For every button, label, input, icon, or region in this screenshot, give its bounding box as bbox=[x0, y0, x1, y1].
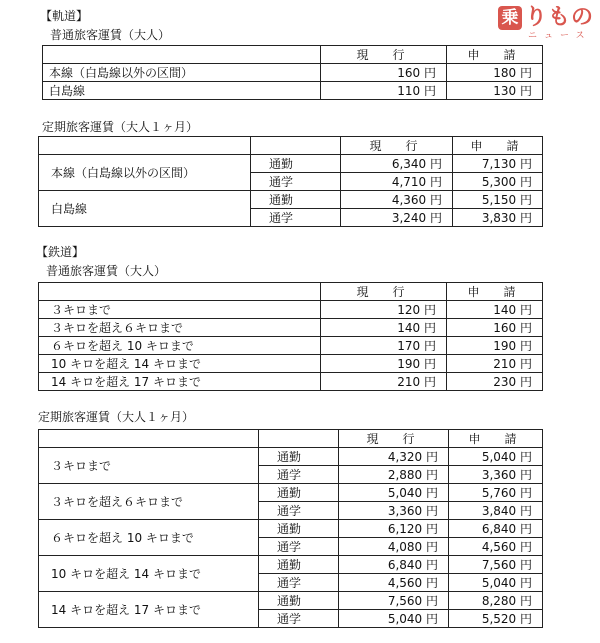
current-fare: 6,340 円 bbox=[341, 155, 453, 173]
table-row bbox=[39, 319, 543, 337]
table-row bbox=[39, 191, 543, 209]
table-header-row bbox=[39, 430, 543, 448]
applied-fare: 5,760 円 bbox=[449, 484, 543, 502]
current-fare: 190 円 bbox=[321, 355, 447, 373]
tram-commuter-table bbox=[38, 136, 543, 227]
current-fare: 7,560 円 bbox=[339, 592, 449, 610]
route-cell: ３キロを超え６キロまで bbox=[39, 484, 259, 520]
applied-fare: 3,830 円 bbox=[453, 209, 543, 227]
current-fare: 6,840 円 bbox=[339, 556, 449, 574]
applied-fare: 5,300 円 bbox=[453, 173, 543, 191]
applied-fare: 3,360 円 bbox=[449, 466, 543, 484]
pass-type: 通学 bbox=[259, 610, 339, 628]
header-blank bbox=[251, 137, 341, 155]
applied-fare: 130 円 bbox=[447, 82, 543, 100]
railway-heading: 【鉄道】 bbox=[36, 245, 85, 259]
table-row bbox=[39, 155, 543, 173]
header-blank bbox=[39, 137, 251, 155]
header-blank bbox=[259, 430, 339, 448]
tram-ordinary-title: 普通旅客運賃（大人） bbox=[50, 28, 171, 42]
pass-type: 通勤 bbox=[251, 155, 341, 173]
tram-commuter-title: 定期旅客運賃（大人１ヶ月） bbox=[42, 120, 199, 134]
table-row bbox=[39, 592, 543, 610]
pass-type: 通勤 bbox=[259, 592, 339, 610]
applied-fare: 4,560 円 bbox=[449, 538, 543, 556]
current-fare: 6,120 円 bbox=[339, 520, 449, 538]
railway-ordinary-table bbox=[38, 282, 543, 391]
applied-fare: 6,840 円 bbox=[449, 520, 543, 538]
current-fare: 4,080 円 bbox=[339, 538, 449, 556]
applied-fare: 7,560 円 bbox=[449, 556, 543, 574]
table-row bbox=[39, 484, 543, 502]
current-fare: 4,360 円 bbox=[341, 191, 453, 209]
current-fare: 4,560 円 bbox=[339, 574, 449, 592]
applied-fare: 5,150 円 bbox=[453, 191, 543, 209]
pass-type: 通勤 bbox=[259, 448, 339, 466]
current-fare: 160 円 bbox=[321, 64, 447, 82]
table-row bbox=[39, 556, 543, 574]
table-header-row bbox=[39, 137, 543, 155]
applied-fare: 8,280 円 bbox=[449, 592, 543, 610]
applied-fare: 190 円 bbox=[447, 337, 543, 355]
route-cell: ６キロを超え 10 キロまで bbox=[39, 337, 321, 355]
pass-type: 通勤 bbox=[259, 520, 339, 538]
route-cell: 10 キロを超え 14 キロまで bbox=[39, 355, 321, 373]
applied-fare: 5,040 円 bbox=[449, 448, 543, 466]
header-blank bbox=[39, 430, 259, 448]
applied-fare: 5,040 円 bbox=[449, 574, 543, 592]
current-fare: 3,240 円 bbox=[341, 209, 453, 227]
logo-word: りもの bbox=[525, 5, 595, 30]
route-cell: ３キロを超え６キロまで bbox=[39, 319, 321, 337]
applied-fare: 140 円 bbox=[447, 301, 543, 319]
route-cell: ６キロを超え 10 キロまで bbox=[39, 520, 259, 556]
pass-type: 通学 bbox=[259, 466, 339, 484]
current-fare: 140 円 bbox=[321, 319, 447, 337]
logo-mark: 乗 bbox=[498, 6, 522, 30]
table-header-row bbox=[43, 46, 543, 64]
header-applied: 申 請 bbox=[449, 430, 543, 448]
header-current: 現 行 bbox=[341, 137, 453, 155]
applied-fare: 160 円 bbox=[447, 319, 543, 337]
table-row bbox=[43, 64, 543, 82]
table-row bbox=[39, 373, 543, 391]
railway-commuter-title: 定期旅客運賃（大人１ヶ月） bbox=[38, 410, 195, 424]
current-fare: 3,360 円 bbox=[339, 502, 449, 520]
header-current: 現 行 bbox=[321, 283, 447, 301]
table-row bbox=[43, 82, 543, 100]
applied-fare: 230 円 bbox=[447, 373, 543, 391]
table-row bbox=[39, 355, 543, 373]
table-row bbox=[39, 301, 543, 319]
route-cell: 白島線 bbox=[39, 191, 251, 227]
current-fare: 5,040 円 bbox=[339, 484, 449, 502]
route-cell: 14 キロを超え 17 キロまで bbox=[39, 373, 321, 391]
current-fare: 5,040 円 bbox=[339, 610, 449, 628]
logo-subtitle: ニュース bbox=[528, 31, 592, 41]
pass-type: 通学 bbox=[259, 502, 339, 520]
table-row bbox=[39, 520, 543, 538]
route-cell: 10 キロを超え 14 キロまで bbox=[39, 556, 259, 592]
current-fare: 4,320 円 bbox=[339, 448, 449, 466]
applied-fare: 180 円 bbox=[447, 64, 543, 82]
route-cell: 本線（白島線以外の区間） bbox=[43, 64, 321, 82]
route-cell: 白島線 bbox=[43, 82, 321, 100]
pass-type: 通勤 bbox=[259, 484, 339, 502]
current-fare: 4,710 円 bbox=[341, 173, 453, 191]
applied-fare: 5,520 円 bbox=[449, 610, 543, 628]
pass-type: 通学 bbox=[259, 574, 339, 592]
header-applied: 申 請 bbox=[447, 283, 543, 301]
route-cell: 14 キロを超え 17 キロまで bbox=[39, 592, 259, 628]
route-cell: ３キロまで bbox=[39, 301, 321, 319]
header-current: 現 行 bbox=[339, 430, 449, 448]
current-fare: 2,880 円 bbox=[339, 466, 449, 484]
current-fare: 120 円 bbox=[321, 301, 447, 319]
current-fare: 110 円 bbox=[321, 82, 447, 100]
route-cell: ３キロまで bbox=[39, 448, 259, 484]
applied-fare: 3,840 円 bbox=[449, 502, 543, 520]
railway-ordinary-title: 普通旅客運賃（大人） bbox=[46, 264, 167, 278]
tram-heading: 【軌道】 bbox=[40, 9, 89, 23]
applied-fare: 210 円 bbox=[447, 355, 543, 373]
current-fare: 170 円 bbox=[321, 337, 447, 355]
header-current: 現 行 bbox=[321, 46, 447, 64]
table-header-row bbox=[39, 283, 543, 301]
applied-fare: 7,130 円 bbox=[453, 155, 543, 173]
header-blank bbox=[39, 283, 321, 301]
pass-type: 通学 bbox=[259, 538, 339, 556]
pass-type: 通学 bbox=[251, 173, 341, 191]
header-applied: 申 請 bbox=[447, 46, 543, 64]
pass-type: 通学 bbox=[251, 209, 341, 227]
current-fare: 210 円 bbox=[321, 373, 447, 391]
pass-type: 通勤 bbox=[259, 556, 339, 574]
table-row bbox=[39, 337, 543, 355]
route-cell: 本線（白島線以外の区間） bbox=[39, 155, 251, 191]
pass-type: 通勤 bbox=[251, 191, 341, 209]
norimono-news-logo bbox=[498, 4, 598, 42]
railway-commuter-table bbox=[38, 429, 543, 628]
header-applied: 申 請 bbox=[453, 137, 543, 155]
table-row bbox=[39, 448, 543, 466]
tram-ordinary-table bbox=[42, 45, 543, 100]
header-blank bbox=[43, 46, 321, 64]
